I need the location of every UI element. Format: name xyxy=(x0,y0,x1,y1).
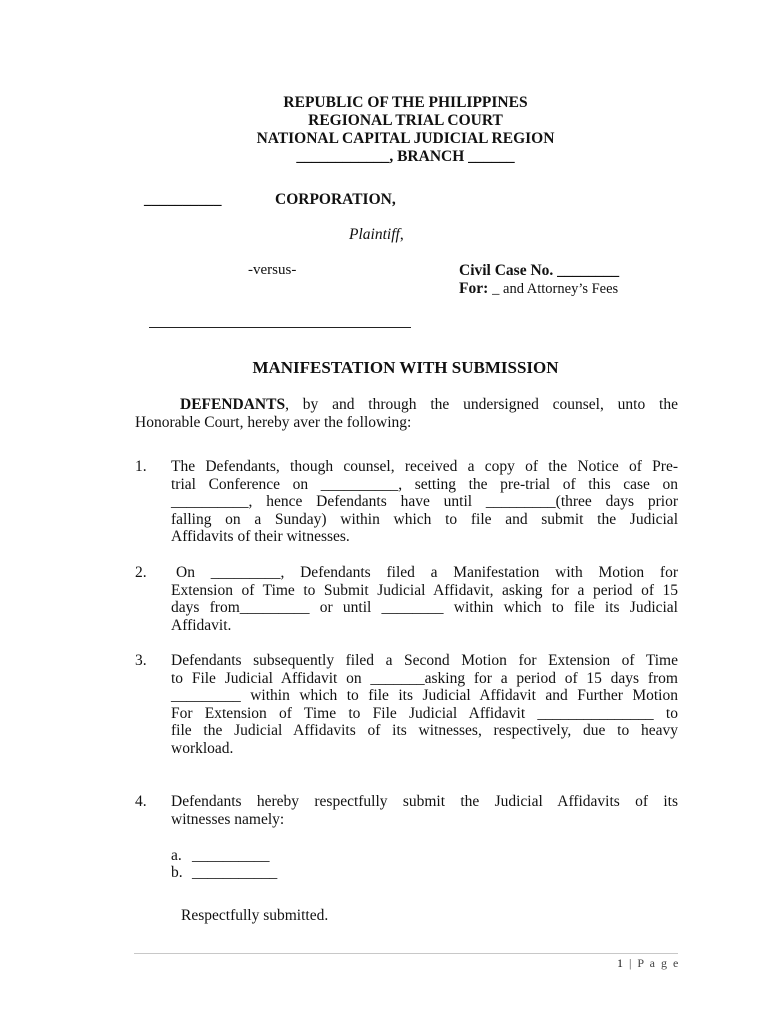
item-number: 4. xyxy=(135,793,147,810)
intro-line-1 xyxy=(135,396,678,414)
item-line: Affidavit. xyxy=(171,616,232,634)
case-nature-value: _ and Attorney’s Fees xyxy=(492,281,619,297)
item-line: file the Judicial Affidavits of its witnesses, respectively, due to heavy xyxy=(171,722,678,740)
list-item xyxy=(171,564,678,634)
case-nature xyxy=(459,280,618,298)
court-header-rtc: REGIONAL TRIAL COURT xyxy=(308,112,503,129)
page-number-label: | P a g e xyxy=(624,956,680,970)
item-line: Defendants subsequently filed a Second Motion for Extension of Time xyxy=(171,652,678,669)
plaintiff-name: CORPORATION, xyxy=(275,191,396,208)
item-line: For Extension of Time to File Judicial Affidavit _______________ to xyxy=(171,704,678,722)
item-line: Extension of Time to Submit Judicial Affidavit, asking for a period of 15 xyxy=(171,581,678,599)
plaintiff-role-label: Plaintiff xyxy=(349,226,400,243)
intro-paragraph xyxy=(135,396,678,431)
item-line: falling on a Sunday) within which to file and submit the Judicial xyxy=(171,510,678,528)
item-line: witnesses namely: xyxy=(171,810,285,828)
item-line: The Defendants, though counsel, received a copy of the Notice of Pre- xyxy=(171,458,678,475)
versus-label: -versus- xyxy=(248,262,297,278)
intro-line-2: Honorable Court, hereby aver the following: xyxy=(135,413,412,431)
item-line: Affidavits of their witnesses. xyxy=(171,528,350,546)
list-item xyxy=(171,793,678,828)
intro-defendants: DEFENDANTS xyxy=(180,396,286,413)
list-item xyxy=(171,652,678,758)
subitem-label: b. xyxy=(171,864,183,881)
document-title: MANIFESTATION WITH SUBMISSION xyxy=(252,358,559,377)
plaintiff-role-comma: , xyxy=(399,226,404,243)
footer-divider xyxy=(134,953,678,954)
item-line: trial Conference on __________, setting the pre-trial of this case on xyxy=(171,475,678,493)
page-number-value: 1 xyxy=(617,956,625,970)
plaintiff-blank: __________ xyxy=(144,191,222,208)
page-number xyxy=(617,956,680,971)
item-number: 2. xyxy=(135,564,147,581)
case-nature-label: For: xyxy=(459,280,489,297)
item-line: workload. xyxy=(171,739,234,757)
subitem-label: a. xyxy=(171,847,182,864)
item-number: 3. xyxy=(135,652,147,669)
court-header-republic: REPUBLIC OF THE PHILIPPINES xyxy=(283,94,528,111)
item-line: days from_________ or until ________ within which to file its Judicial xyxy=(171,599,678,617)
civil-case-number: Civil Case No. ________ xyxy=(459,262,620,279)
item-line: Defendants hereby respectfully submit the Judicial Affidavits of its xyxy=(171,793,678,810)
plaintiff-role xyxy=(349,226,404,244)
item-line: __________, hence Defendants have until _________(three days prior xyxy=(171,493,678,511)
closing-text: Respectfully submitted. xyxy=(181,907,329,924)
defendant-name-blank xyxy=(149,327,411,328)
item-line: On _________, Defendants filed a Manifestation with Motion for xyxy=(176,564,678,581)
intro-line-1-text: , by and through the undersigned counsel, unto the xyxy=(285,396,678,413)
court-header-branch: ____________, BRANCH ______ xyxy=(296,148,515,165)
item-line: _________ within which to file its Judicial Affidavit and Further Motion xyxy=(171,687,678,705)
witness-blank: __________ xyxy=(192,847,270,864)
item-number: 1. xyxy=(135,458,147,475)
list-item xyxy=(171,458,678,546)
court-header-region: NATIONAL CAPITAL JUDICIAL REGION xyxy=(256,130,555,147)
witness-blank: ___________ xyxy=(192,864,278,881)
item-line: to File Judicial Affidavit on _______asking for a period of 15 days from xyxy=(171,669,678,687)
